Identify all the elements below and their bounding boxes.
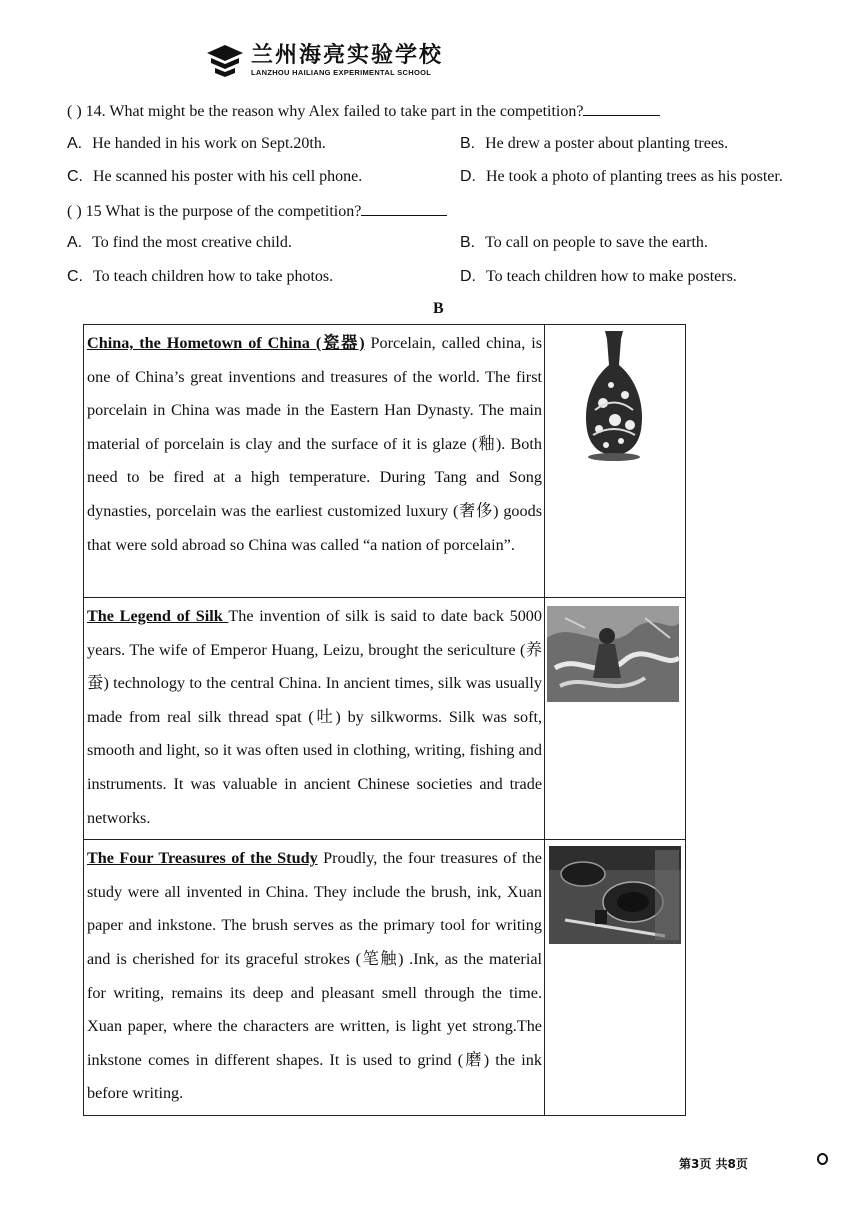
passage-row-silk (84, 598, 686, 840)
answer-blank[interactable] (361, 201, 447, 216)
porcelain-vase-image (545, 325, 683, 465)
option-b[interactable]: B. He drew a poster about planting trees. (460, 135, 729, 152)
question-15 (67, 201, 447, 222)
silk-painting-image (545, 598, 683, 702)
question-number: ( ) 15 (67, 203, 102, 220)
option-c[interactable]: C. He scanned his poster with his cell phone. (67, 168, 363, 185)
passage-body: Porcelain, called china, is one of China’s great inventions and treasures of the world. The first porcelain in China was made in the Eastern Han Dynasty. The main material of porcelain is clay and the surface of it is glaze (釉). Both need to be fired at a high temperature. During Tang and Song dynasties, porcelain was the earliest customized luxury (奢侈) goods that were sold abroad so China was called “a nation of porcelain”. (87, 334, 542, 554)
passage-body: The invention of silk is said to date back 5000 years. The wife of Emperor Huang, Leizu, brought the sericulture (养蚕) technology to the central China. In ancient times, silk was usually made from real silk thread spat (吐) by silkworms. Silk was soft, smooth and light, so it was often used in clothing, writing, fishing and instruments. It was valuable in ancient Chinese societies and trade networks. (87, 607, 542, 827)
option-b[interactable]: B. To call on people to save the earth. (460, 234, 708, 251)
inkstone-brush-image (545, 840, 683, 944)
passage-text (84, 840, 545, 1116)
passage-text (84, 598, 545, 840)
option-d[interactable]: D. He took a photo of planting trees as his poster. (460, 168, 783, 185)
passage-title: The Four Treasures of the Study (87, 849, 318, 868)
school-name-cn: 兰州海亮实验学校 (251, 43, 444, 68)
question-number: ( ) 14. (67, 103, 106, 120)
passage-image-cell (545, 840, 686, 1116)
passage-row-four-treasures (84, 840, 686, 1116)
corner-mark-icon (817, 1153, 828, 1165)
passage-image-cell (545, 598, 686, 840)
question-14 (67, 101, 660, 122)
school-logo-icon (205, 41, 245, 81)
page-number: 第3页 共8页 (679, 1157, 748, 1171)
option-a[interactable]: A. To find the most creative child. (67, 234, 292, 251)
school-name-block (251, 44, 443, 78)
question-text: What is the purpose of the competition? (105, 203, 362, 220)
reading-table (83, 324, 686, 1116)
answer-blank[interactable] (583, 101, 660, 116)
option-c[interactable]: C. To teach children how to take photos. (67, 268, 334, 285)
passage-title: The Legend of Silk (87, 607, 229, 625)
passage-row-porcelain (84, 325, 686, 598)
option-a[interactable]: A. He handed in his work on Sept.20th. (67, 135, 326, 152)
passage-title: China, the Hometown of China (瓷器) (87, 334, 365, 352)
passage-body: Proudly, the four treasures of the study were all invented in China. They include the brush, ink, Xuan paper and inkstone. The brush serves as the primary tool for writing and is cherished for its graceful strokes (笔触) .Ink, as the material for writing, remains its deep and pleasant smell through the time. Xuan paper, where the characters are written, is light yet strong.The inkstone comes in different shapes. It is used to grind (磨) the ink before writing. (87, 849, 542, 1103)
school-header (205, 40, 443, 82)
section-label: B (433, 300, 444, 317)
passage-text (84, 325, 545, 598)
passage-image-cell (545, 325, 686, 598)
question-text: What might be the reason why Alex failed to take part in the competition? (109, 103, 584, 120)
option-d[interactable]: D. To teach children how to make posters. (460, 268, 737, 285)
school-name-en: LANZHOU HAILIANG EXPERIMENTAL SCHOOL (251, 68, 432, 77)
